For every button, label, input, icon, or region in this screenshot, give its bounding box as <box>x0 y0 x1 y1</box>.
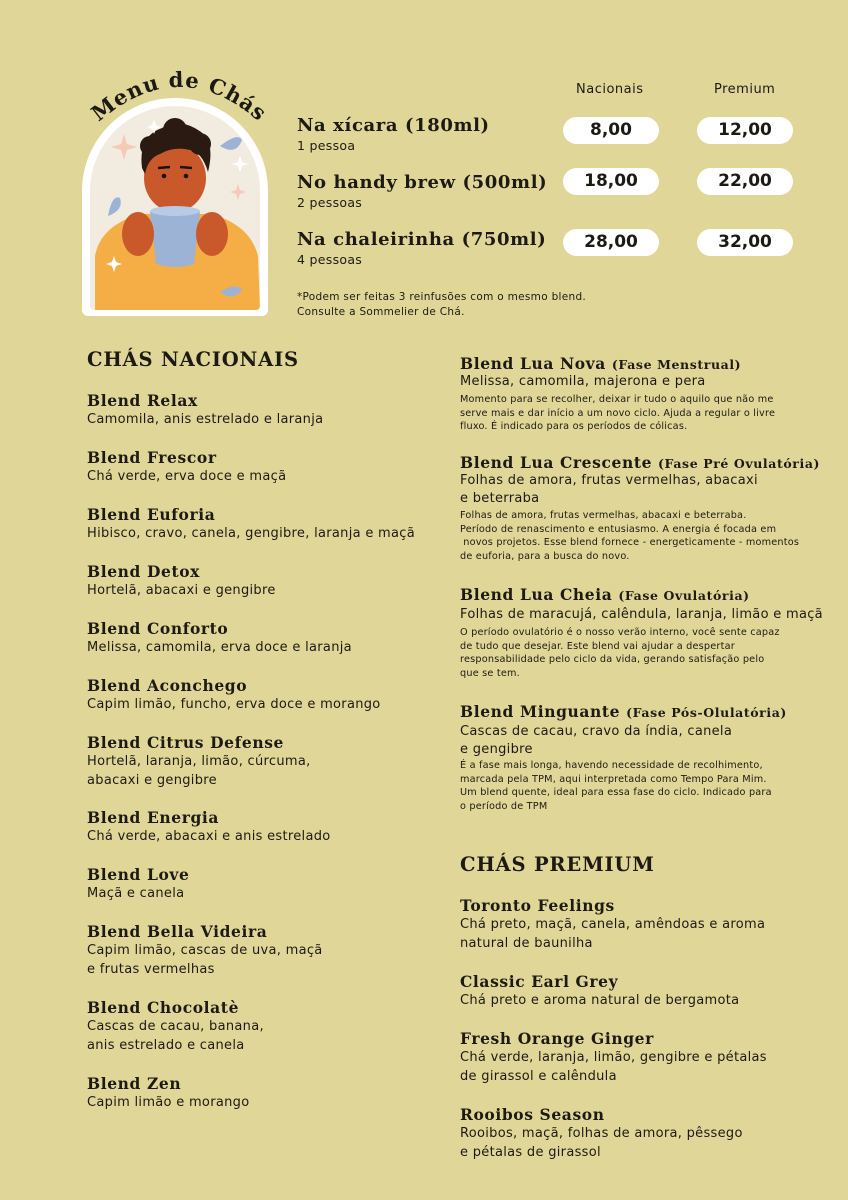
item-desc: natural de baunilha <box>460 936 593 951</box>
item-desc: novos projetos. Esse blend fornece - energeticamente - momentos <box>460 537 800 548</box>
item-name: Blend Citrus Defense <box>87 733 284 752</box>
menu-item <box>87 619 352 657</box>
item-desc: de tudo que desejar. Este blend vai ajudar a despertar <box>460 640 735 652</box>
sparkle-icon <box>232 156 248 172</box>
lunar-blend <box>460 453 830 563</box>
price-nacional: 28,00 <box>563 229 659 256</box>
item-desc: responsabilidade pelo ciclo da vida, gerando satisfação pelo <box>460 654 765 665</box>
item-desc: Capim limão, funcho, erva doce e morango <box>87 697 381 712</box>
price-nacional: 8,00 <box>563 117 659 144</box>
price-nacional: 18,00 <box>563 168 659 195</box>
item-name: Blend Euforia <box>87 505 216 524</box>
item-name: Blend Zen <box>87 1074 182 1093</box>
item-desc: Rooibos, maçã, folhas de amora, pêssego <box>460 1126 743 1141</box>
item-name: Toronto Feelings <box>460 896 615 915</box>
item-name: Blend Relax <box>87 391 198 410</box>
menu-item <box>87 1074 249 1112</box>
lunar-phase: (Fase Menstrual) <box>611 357 742 372</box>
item-desc: e frutas vermelhas <box>87 962 215 977</box>
footnote-line: *Podem ser feitas 3 reinfusões com o mesmo blend. <box>297 291 587 303</box>
size-name: Na chaleirinha (750ml) <box>297 229 547 250</box>
item-name: Fresh Orange Ginger <box>460 1029 654 1048</box>
item-name: Blend Frescor <box>87 448 217 467</box>
item-desc: Hortelã, abacaxi e gengibre <box>87 583 276 598</box>
item-desc: anis estrelado e canela <box>87 1038 245 1053</box>
item-desc: Período de renascimento e entusiasmo. A energia é focada em <box>460 523 777 535</box>
menu-item <box>87 808 331 846</box>
item-desc: marcada pela TPM, aqui interpretada como Tempo Para Mim. <box>460 773 767 785</box>
lunar-blend-name: Blend Lua Cheia <box>460 585 613 604</box>
column-label-premium: Premium <box>714 82 776 97</box>
item-ingredients: Cascas de cacau, cravo da índia, canela <box>460 724 733 739</box>
item-ingredients: Folhas de amora, frutas vermelhas, abacaxi <box>460 473 758 488</box>
item-ingredients: e beterraba <box>460 491 540 506</box>
item-desc: Melissa, camomila, erva doce e laranja <box>87 640 352 655</box>
menu-item <box>460 1105 743 1162</box>
item-desc: Maçã e canela <box>87 886 185 901</box>
menu-item <box>87 733 311 790</box>
item-desc: Chá verde, laranja, limão, gengibre e pétalas <box>460 1050 767 1065</box>
lunar-phase: (Fase Pós-Olulatória) <box>626 705 787 720</box>
size-name: Na xícara (180ml) <box>297 115 490 136</box>
section-title-nacionais: CHÁS NACIONAIS <box>87 348 299 371</box>
item-name: Rooibos Season <box>460 1105 605 1124</box>
item-desc: abacaxi e gengibre <box>87 773 217 788</box>
item-desc: serve mais e dar início a um novo ciclo. Ajuda a regular o livre <box>460 407 776 419</box>
item-desc: É a fase mais longa, havendo necessidade de recolhimento, <box>460 760 763 771</box>
lunar-blend-name: Blend Lua Nova <box>460 354 606 373</box>
menu-item <box>87 998 264 1055</box>
item-desc: e pétalas de girassol <box>460 1145 601 1160</box>
size-people: 1 pessoa <box>297 138 356 153</box>
item-name: Blend Conforto <box>87 619 229 638</box>
item-name: Classic Earl Grey <box>460 972 619 991</box>
item-desc: Hortelã, laranja, limão, cúrcuma, <box>87 754 311 769</box>
menu-item <box>460 896 765 953</box>
item-desc: Folhas de amora, frutas vermelhas, abacaxi e beterraba. <box>460 510 747 521</box>
menu-title <box>70 50 290 140</box>
item-desc: Chá preto, maçã, canela, amêndoas e aroma <box>460 917 766 932</box>
item-name: Blend Love <box>87 865 190 884</box>
item-desc: Chá preto e aroma natural de bergamota <box>460 993 740 1008</box>
size-people: 2 pessoas <box>297 195 363 210</box>
column-label-nacionais: Nacionais <box>576 82 644 97</box>
svg-text:Menu de Chás: Menu de Chás <box>86 66 273 126</box>
item-name <box>460 354 830 373</box>
menu-item <box>87 448 286 486</box>
item-desc: Camomila, anis estrelado e laranja <box>87 412 324 427</box>
menu-item <box>87 562 276 600</box>
item-name <box>460 702 830 721</box>
item-desc: que se tem. <box>460 667 520 679</box>
item-name: Blend Detox <box>87 562 200 581</box>
menu-item <box>87 922 323 979</box>
item-desc: Capim limão, cascas de uva, maçã <box>87 943 323 958</box>
lunar-blend-name: Blend Minguante <box>460 702 621 721</box>
item-desc: Chá verde, abacaxi e anis estrelado <box>87 829 331 844</box>
price-premium: 32,00 <box>697 229 793 256</box>
size-name: No handy brew (500ml) <box>297 172 548 193</box>
item-ingredients: Melissa, camomila, majerona e pera <box>460 374 706 389</box>
item-desc: o período de TPM <box>460 800 548 812</box>
footnote <box>297 290 586 320</box>
lunar-phase: (Fase Ovulatória) <box>618 588 750 603</box>
price-premium: 12,00 <box>697 117 793 144</box>
lunar-blend-name: Blend Lua Crescente <box>460 453 653 472</box>
item-name <box>460 453 830 472</box>
item-desc: Cascas de cacau, banana, <box>87 1019 264 1034</box>
item-desc: Um blend quente, ideal para essa fase do ciclo. Indicado para <box>460 787 772 798</box>
menu-item <box>460 972 739 1010</box>
price-premium: 22,00 <box>697 168 793 195</box>
item-desc: Hibisco, cravo, canela, gengibre, laranja e maçã <box>87 526 415 541</box>
menu-item <box>460 1029 767 1086</box>
item-name: Blend Energia <box>87 808 220 827</box>
item-desc: Capim limão e morango <box>87 1095 250 1110</box>
lunar-phase: (Fase Pré Ovulatória) <box>658 456 821 471</box>
footnote-line: Consulte a Sommelier de Chá. <box>297 306 465 318</box>
menu-item <box>87 865 189 903</box>
item-name: Blend Aconchego <box>87 676 248 695</box>
lunar-blend <box>460 702 830 813</box>
menu-item <box>87 391 323 429</box>
item-desc: Chá verde, erva doce e maçã <box>87 469 287 484</box>
item-name: Blend Bella Videira <box>87 922 268 941</box>
leaf-icon <box>108 197 121 216</box>
section-title-premium: CHÁS PREMIUM <box>460 853 655 876</box>
item-desc: fluxo. É indicado para os períodos de cólicas. <box>460 421 688 432</box>
item-name <box>460 585 830 604</box>
item-desc: de girassol e calêndula <box>460 1069 617 1084</box>
menu-item <box>87 505 415 543</box>
item-name: Blend Chocolatè <box>87 998 240 1017</box>
sparkle-icon <box>230 184 246 200</box>
lunar-blend <box>460 585 830 680</box>
size-people: 4 pessoas <box>297 252 363 267</box>
item-ingredients: Folhas de maracujá, calêndula, laranja, limão e maçã <box>460 607 823 622</box>
item-desc: O período ovulatório é o nosso verão interno, você sente capaz <box>460 627 780 638</box>
menu-item <box>87 676 381 714</box>
item-desc: Momento para se recolher, deixar ir tudo o aquilo que não me <box>460 394 774 405</box>
item-desc: de euforia, para a busca do novo. <box>460 550 630 562</box>
item-ingredients: e gengibre <box>460 742 533 757</box>
lunar-blend <box>460 354 830 434</box>
